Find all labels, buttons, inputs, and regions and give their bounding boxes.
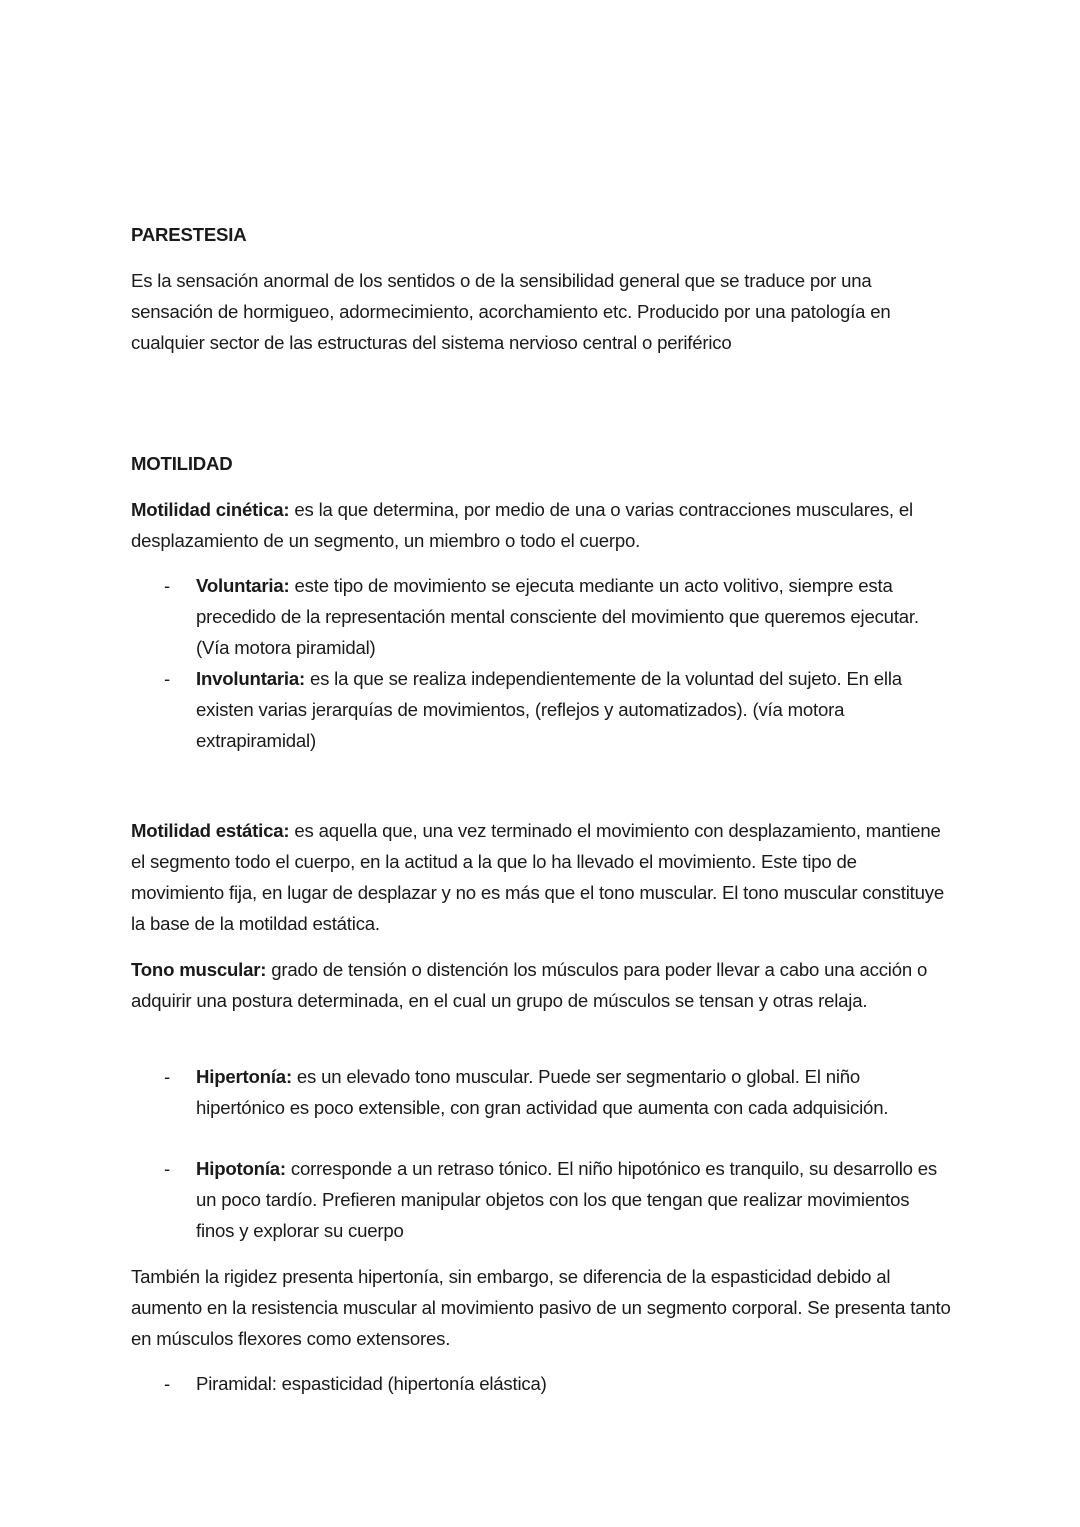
list-item-hipotonia bbox=[131, 1153, 951, 1246]
definition: este tipo de movimiento se ejecuta mediante un acto volitivo, siempre esta precedido de la representación mental consciente del movimiento que queremos ejecutar. (Vía motora piramidal) bbox=[196, 575, 919, 658]
heading-motilidad: MOTILIDAD bbox=[131, 453, 233, 474]
paragraph-motilidad-cinetica bbox=[131, 494, 951, 556]
bullet: - bbox=[164, 1158, 170, 1179]
definition: es aquella que, una vez terminado el movimiento con desplazamiento, mantiene el segmento todo el cuerpo, en la actitud a la que lo ha llevado el movimiento. Este tipo de movimiento fija, en lugar de desplazar y no es más que el tono muscular. El tono muscular constituye la base de la motildad estática. bbox=[131, 820, 945, 934]
term: Motilidad estática: bbox=[131, 820, 290, 841]
definition: es la que determina, por medio de una o varias contracciones musculares, el desplazamiento de un segmento, un miembro o todo el cuerpo. bbox=[131, 499, 913, 551]
term: Motilidad cinética: bbox=[131, 499, 290, 520]
term: Tono muscular: bbox=[131, 959, 267, 980]
definition: corresponde a un retraso tónico. El niño hipotónico es tranquilo, su desarrollo es un poco tardío. Prefieren manipular objetos con los que tengan que realizar movimientos finos y explorar su cuerpo bbox=[196, 1158, 938, 1241]
paragraph-rigidez: También la rigidez presenta hipertonía, sin embargo, se diferencia de la espasticidad debido al aumento en la resistencia muscular al movimiento pasivo de un segmento corporal. Se presenta tanto en músculos flexores como extensores. bbox=[131, 1266, 951, 1349]
definition: es un elevado tono muscular. Puede ser segmentario o global. El niño hipertónico es poco extensible, con gran actividad que aumenta con cada adquisición. bbox=[196, 1066, 889, 1118]
definition: grado de tensión o distención los músculos para poder llevar a cabo una acción o adquirir una postura determinada, en el cual un grupo de músculos se tensan y otras relaja. bbox=[131, 959, 928, 1011]
term: Involuntaria: bbox=[196, 668, 305, 689]
bullet: - bbox=[164, 575, 170, 596]
paragraph-motilidad-estatica bbox=[131, 815, 951, 939]
term: Hipertonía: bbox=[196, 1066, 292, 1087]
list-item-hipertonia bbox=[131, 1061, 951, 1123]
item-text: Piramidal: espasticidad (hipertonía elástica) bbox=[196, 1373, 547, 1394]
definition: es la que se realiza independientemente de la voluntad del sujeto. En ella existen varias jerarquías de movimientos, (reflejos y automatizados). (vía motora extrapiramidal) bbox=[196, 668, 902, 751]
list-item-piramidal bbox=[131, 1368, 951, 1399]
bullet: - bbox=[164, 1066, 170, 1087]
list-item-voluntaria bbox=[131, 570, 951, 663]
term: Hipotonía: bbox=[196, 1158, 286, 1179]
bullet: - bbox=[164, 668, 170, 689]
paragraph-tono-muscular bbox=[131, 954, 951, 1016]
term: Voluntaria: bbox=[196, 575, 290, 596]
paragraph-parestesia: Es la sensación anormal de los sentidos o de la sensibilidad general que se traduce por una sensación de hormigueo, adormecimiento, acorchamiento etc. Producido por una patología en cualquier sector de las estructuras del sistema nervioso central o periférico bbox=[131, 270, 891, 353]
bullet: - bbox=[164, 1373, 170, 1394]
heading-parestesia: PARESTESIA bbox=[131, 224, 247, 245]
list-item-involuntaria bbox=[131, 663, 951, 756]
